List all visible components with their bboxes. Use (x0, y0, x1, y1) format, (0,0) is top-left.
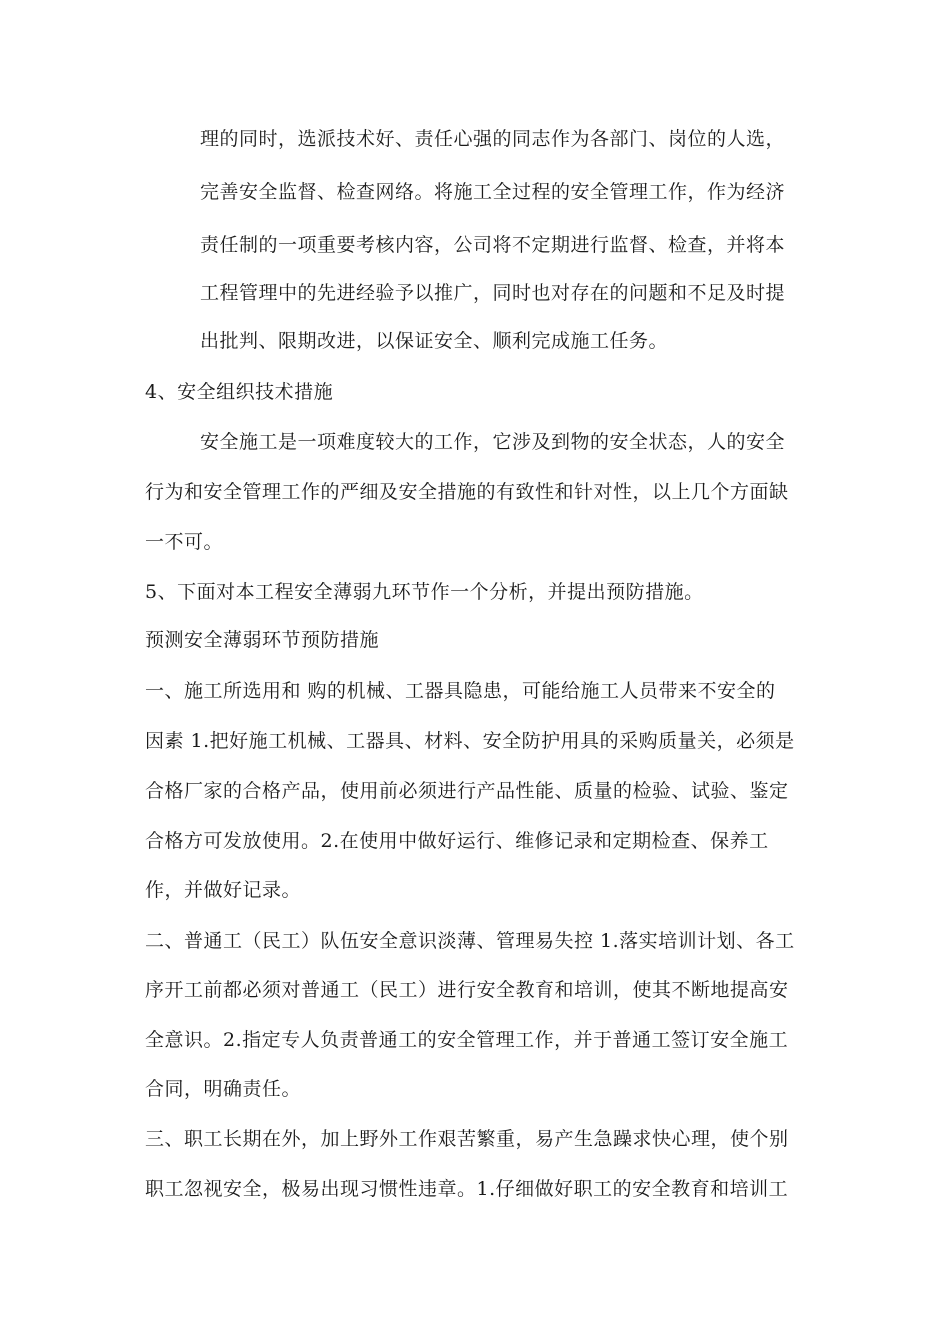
text-line: 行为和安全管理工作的严细及安全措施的有致性和针对性，以上几个方面缺 (145, 481, 789, 503)
text-line: 全意识。2.指定专人负责普通工的安全管理工作，并于普通工签订安全施工 (145, 1029, 789, 1051)
text-line: 因素 1.把好施工机械、工器具、材料、安全防护用具的采购质量关，必须是 (145, 730, 795, 752)
text-line: 合格方可发放使用。2.在使用中做好运行、维修记录和定期检查、保养工 (145, 830, 769, 852)
text-line: 一、施工所选用和 购的机械、工器具隐患，可能给施工人员带来不安全的 (145, 680, 776, 702)
section-heading: 4、安全组织技术措施 (145, 381, 334, 403)
text-line: 理的同时，选派技术好、责任心强的同志作为各部门、岗位的人选， (200, 128, 786, 150)
text-line: 作，并做好记录。 (145, 879, 302, 901)
text-line: 工程管理中的先进经验予以推广，同时也对存在的问题和不足及时提 (200, 282, 786, 304)
text-line: 一不可。 (145, 531, 224, 553)
text-line: 合同，明确责任。 (145, 1078, 302, 1100)
text-line: 二、普通工（民工）队伍安全意识淡薄、管理易失控 1.落实培训计划、各工 (145, 930, 795, 952)
text-line: 职工忽视安全，极易出现习惯性违章。1.仔细做好职工的安全教育和培训工 (145, 1178, 789, 1200)
text-line: 出批判、限期改进，以保证安全、顺利完成施工任务。 (200, 330, 669, 352)
text-line: 合格厂家的合格产品，使用前必须进行产品性能、质量的检验、试验、鉴定 (145, 780, 789, 802)
section-heading: 5、下面对本工程安全薄弱九环节作一个分析，并提出预防措施。 (145, 581, 704, 603)
text-line: 完善安全监督、检查网络。将施工全过程的安全管理工作，作为经济 (200, 181, 786, 203)
text-line: 责任制的一项重要考核内容，公司将不定期进行监督、检查，并将本 (200, 234, 786, 256)
text-line: 序开工前都必须对普通工（民工）进行安全教育和培训，使其不断地提高安 (145, 979, 789, 1001)
text-line: 安全施工是一项难度较大的工作，它涉及到物的安全状态，人的安全 (200, 431, 786, 453)
subheading: 预测安全薄弱环节预防措施 (145, 629, 380, 651)
text-line: 三、职工长期在外，加上野外工作艰苦繁重，易产生急躁求快心理，使个别 (145, 1128, 789, 1150)
